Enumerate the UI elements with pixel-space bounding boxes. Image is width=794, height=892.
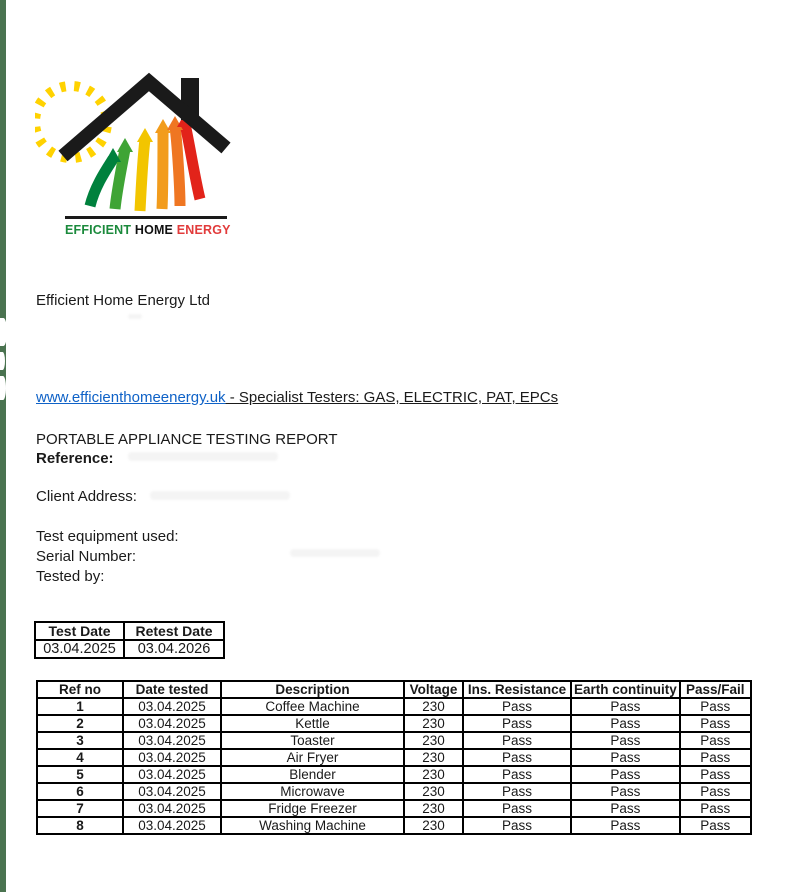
logo-word-efficient: EFFICIENT [65,222,132,237]
table-cell: Microwave [221,783,404,800]
table-cell: 8 [37,817,123,834]
table-cell: Air Fryer [221,749,404,766]
col-header-date: Date tested [123,681,221,698]
col-header-ref: Ref no [37,681,123,698]
tested-by-label: Tested by: [36,568,105,585]
date-table [34,621,225,659]
scan-artifact [0,352,5,370]
table-cell: Pass [571,698,680,715]
table-cell: Pass [680,783,751,800]
table-cell: Kettle [221,715,404,732]
table-cell: Toaster [221,732,404,749]
test-date-header: Test Date [35,622,124,640]
client-address-label: Client Address: [36,488,137,505]
table-cell: Pass [680,817,751,834]
table-cell: 03.04.2025 [123,800,221,817]
scan-artifact [0,318,7,346]
logo-wordmark [65,222,231,237]
redaction-smudge [128,314,142,319]
table-cell: Pass [571,800,680,817]
table-cell: 03.04.2025 [123,698,221,715]
website-link[interactable]: www.efficienthomeenergy.uk [36,389,226,406]
scan-edge-strip [0,0,6,892]
website-line [36,388,558,407]
table-cell: Pass [680,698,751,715]
table-cell: Pass [571,766,680,783]
table-cell: 7 [37,800,123,817]
table-cell: 230 [404,749,463,766]
table-cell: 03.04.2025 [123,817,221,834]
logo-graphic [35,70,231,220]
test-equipment-label: Test equipment used: [36,528,179,545]
table-cell: 230 [404,766,463,783]
col-header-description: Description [221,681,404,698]
table-row [37,732,751,749]
table-cell: 230 [404,800,463,817]
col-header-pass-fail: Pass/Fail [680,681,751,698]
table-cell: 230 [404,698,463,715]
table-cell: Pass [463,715,571,732]
redaction-smudge [128,452,278,461]
table-cell: Pass [463,698,571,715]
table-cell: 230 [404,732,463,749]
reference-label: Reference: [36,450,114,467]
results-table-body [37,698,751,834]
table-cell: Pass [680,732,751,749]
logo-word-home: HOME [134,222,174,237]
table-cell: Pass [463,817,571,834]
table-cell: 03.04.2025 [123,766,221,783]
table-cell: Pass [463,766,571,783]
company-name: Efficient Home Energy Ltd [36,292,210,309]
table-cell: Pass [463,732,571,749]
table-cell: Pass [463,783,571,800]
company-logo [35,70,231,246]
table-cell: Pass [463,800,571,817]
logo-divider [65,216,227,219]
table-cell: Blender [221,766,404,783]
table-cell: Pass [571,749,680,766]
redaction-smudge [150,491,290,500]
table-header-row [37,681,751,698]
serial-number-label: Serial Number: [36,548,137,565]
scan-artifact [0,376,6,400]
col-header-earth-continuity: Earth continuity [571,681,680,698]
table-cell: 03.04.2025 [123,783,221,800]
table-cell: 03.04.2025 [123,749,221,766]
table-row [37,800,751,817]
test-date-value: 03.04.2025 [35,640,124,658]
table-cell: Pass [680,749,751,766]
table-cell: Pass [571,783,680,800]
table-header-row [35,622,224,640]
table-cell: 2 [37,715,123,732]
table-cell: Coffee Machine [221,698,404,715]
table-cell: Pass [680,800,751,817]
table-row [37,715,751,732]
table-row [35,640,224,658]
col-header-ins-resistance: Ins. Resistance [463,681,571,698]
table-cell: 230 [404,817,463,834]
report-title: PORTABLE APPLIANCE TESTING REPORT [36,431,338,448]
col-header-voltage: Voltage [404,681,463,698]
table-cell: 6 [37,783,123,800]
table-row [37,749,751,766]
redaction-smudge [290,549,380,557]
table-cell: Pass [571,732,680,749]
retest-date-value: 03.04.2026 [124,640,224,658]
table-cell: Pass [463,749,571,766]
table-row [37,698,751,715]
table-row [37,766,751,783]
table-row [37,783,751,800]
table-cell: 03.04.2025 [123,732,221,749]
table-cell: 230 [404,783,463,800]
logo-word-energy: ENERGY [176,222,231,237]
table-cell: Pass [571,715,680,732]
table-cell: Washing Machine [221,817,404,834]
table-cell: Pass [571,817,680,834]
table-cell: Fridge Freezer [221,800,404,817]
table-cell: 03.04.2025 [123,715,221,732]
table-cell: 1 [37,698,123,715]
table-cell: Pass [680,715,751,732]
table-cell: 230 [404,715,463,732]
table-cell: Pass [680,766,751,783]
results-table [36,680,752,835]
retest-date-header: Retest Date [124,622,224,640]
table-cell: 5 [37,766,123,783]
website-tagline: - Specialist Testers: GAS, ELECTRIC, PAT, EPCs [225,389,559,406]
table-cell: 3 [37,732,123,749]
table-row [37,817,751,834]
table-cell: 4 [37,749,123,766]
